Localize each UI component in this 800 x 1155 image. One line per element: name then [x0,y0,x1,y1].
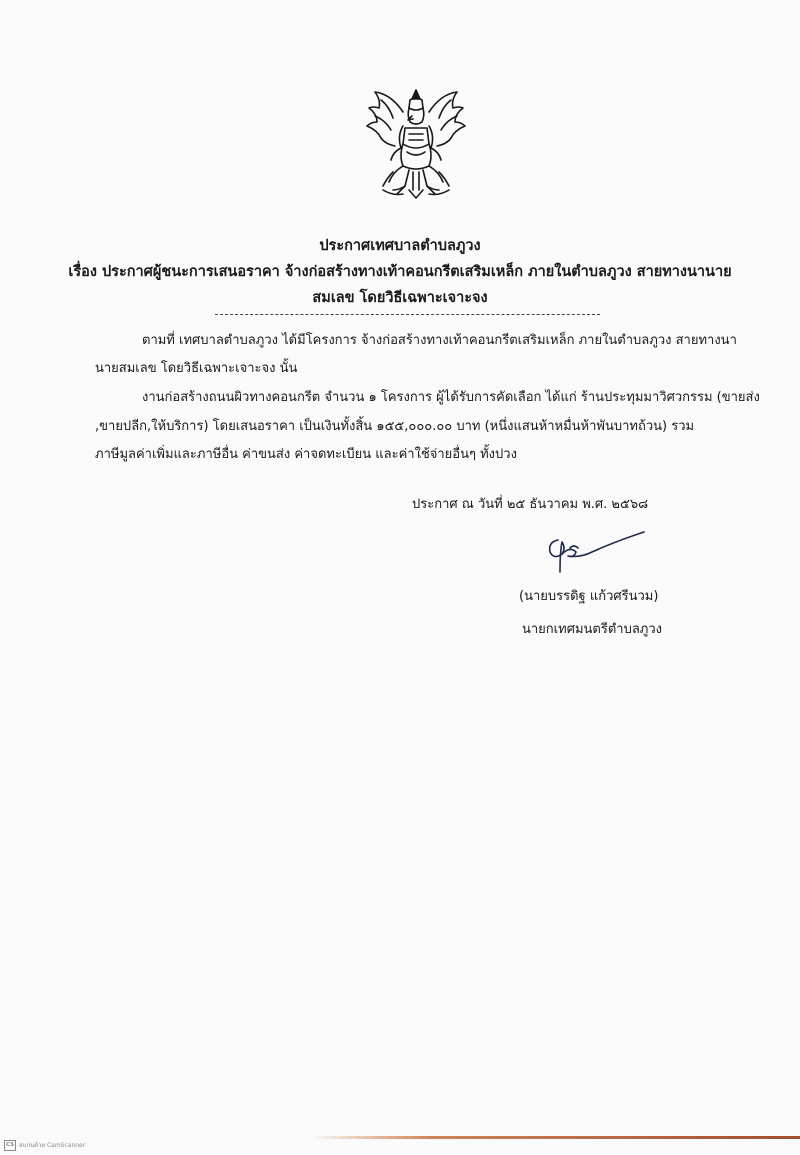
paragraph-1-line-1: ตามที่ เทศบาลตำบลภูวง ได้มีโครงการ จ้างก่อสร้างทางเท้าคอนกรีตเสริมเหล็ก ภายในตำบลภูวง สายทางนา [142,333,737,348]
scanner-watermark-text: สแกนด้วย CamScanner [19,1142,86,1149]
paragraph-2-line-2: ,ขายปลีก,ให้บริการ) โดยเสนอราคา เป็นเงินทั้งสิ้น ๑๕๕,๐๐๐.๐๐ บาท (หนึ่งแสนห้าหมื่นห้าพันบาทถ้วน) รวม [95,419,695,434]
scanner-watermark [4,1139,85,1151]
announcement-date: ประกาศ ณ วันที่ ๒๕ ธันวาคม พ.ศ. ๒๕๖๘ [412,497,649,512]
announcement-title: ประกาศเทศบาลตำบลภูวง [319,238,481,254]
announcement-subject-cont: สมเลข โดยวิธีเฉพาะเจาะจง [312,290,488,306]
dashed-divider [215,314,600,315]
camscanner-logo-icon: CS [4,1140,16,1151]
garuda-emblem-icon [363,86,469,204]
signer-title: นายกเทศมนตรีตำบลภูวง [522,622,662,637]
paragraph-2-line-1: งานก่อสร้างถนนผิวทางคอนกรีต จำนวน ๑ โครงการ ผู้ได้รับการคัดเลือก ได้แก่ ร้านประทุมมาวิศวกรรม (ขายส่ง [142,390,760,405]
scan-edge-artifact [310,1136,800,1139]
paragraph-1-line-2: นายสมเลข โดยวิธีเฉพาะเจาะจง นั้น [95,361,298,376]
announcement-subject: เรื่อง ประกาศผู้ชนะการเสนอราคา จ้างก่อสร้างทางเท้าคอนกรีตเสริมเหล็ก ภายในตำบลภูวง สายทางนานาย [68,264,732,280]
paragraph-2-line-3: ภาษีมูลค่าเพิ่มและภาษีอื่น ค่าขนส่ง ค่าจดทะเบียน และค่าใช้จ่ายอื่นๆ ทั้งปวง [95,447,517,462]
handwritten-signature [540,526,650,576]
signer-name: (นายบรรดิฐ แก้วศรีนวม) [519,589,659,604]
